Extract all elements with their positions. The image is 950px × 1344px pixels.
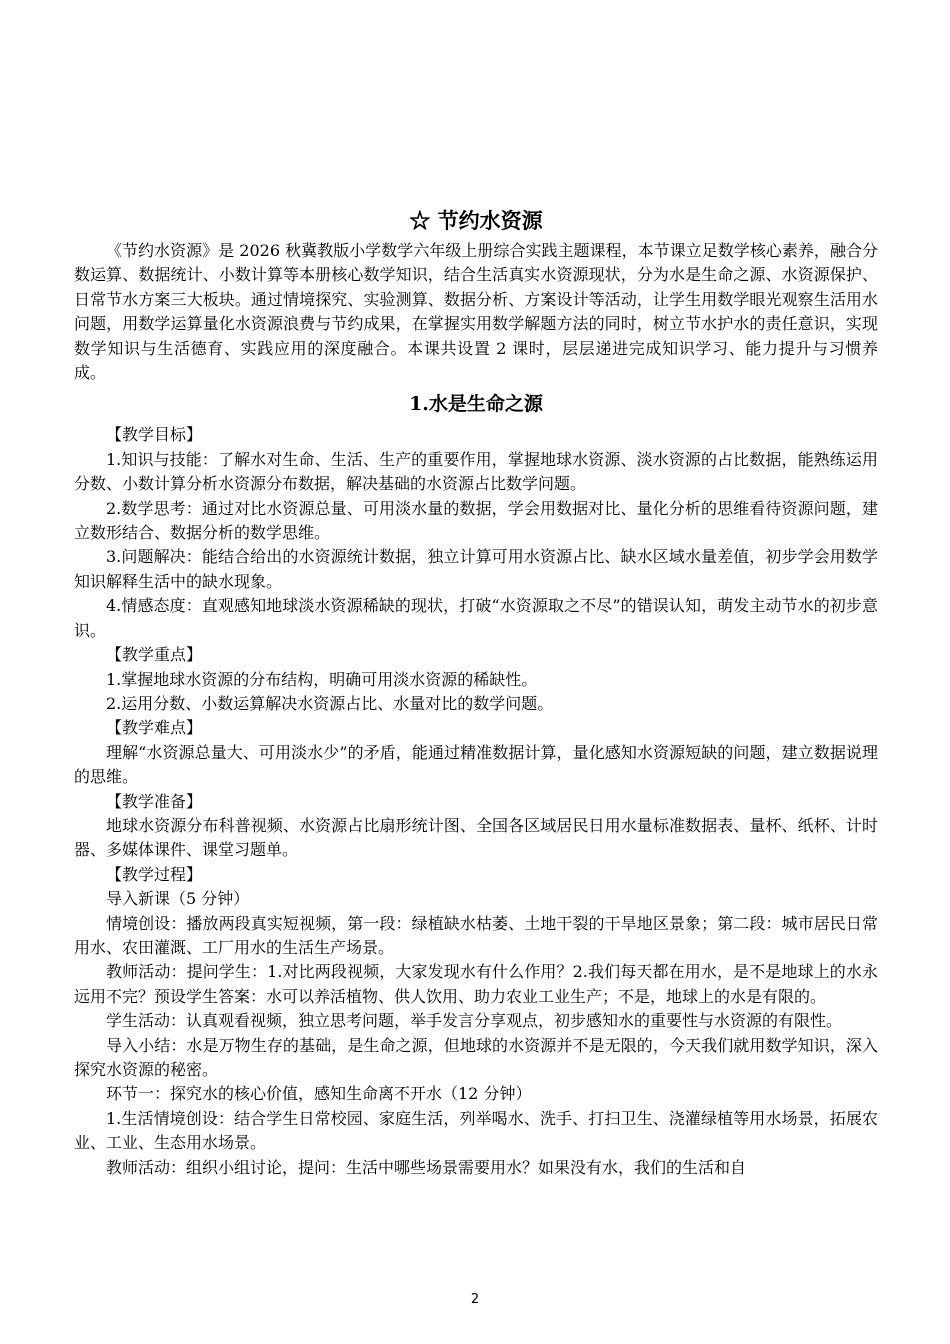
goal-problem-solving: 3.问题解决：能结合给出的水资源统计数据，独立计算可用水资源占比、缺水区域水量差值，初步学会用数学知识解释生活中的缺水现象。 bbox=[74, 547, 878, 591]
heading-teaching-difficulty: 【教学难点】 bbox=[106, 718, 203, 738]
intro-paragraph: 《节约水资源》是 2026 秋冀教版小学数学六年级上册综合实践主题课程，本节课立足数学核心素养，融合分数运算、数据统计、小数计算等本册核心数学知识，结合生活真实水资源现状，分为水是生命之源、水资源保护、日常节水方案三大板块。通过情境探究、实验测算、数据分析、方案设计等活动，让学生用数学眼光观察生活用水问题，用数学运算量化水资源浪费与节约成果，在掌握实用数学解题方法的同时，树立节水护水的责任意识，实现数学知识与生活德育、实践应用的深度融合。本课共设置 2 课时，层层递进完成知识学习、能力提升与习惯养成。 bbox=[74, 241, 878, 383]
heading-teaching-goals: 【教学目标】 bbox=[106, 425, 203, 445]
process-intro-heading: 导入新课（5 分钟） bbox=[106, 889, 250, 909]
heading-teaching-preparation: 【教学准备】 bbox=[106, 791, 203, 811]
goal-math-thinking: 2.数学思考：通过对比水资源总量、可用淡水量的数据，学会用数据对比、量化分析的思维看待资源问题，建立数形结合、数据分析的数学思维。 bbox=[74, 498, 878, 543]
process-student-activity: 学生活动：认真观看视频，独立思考问题，举手发言分享观点，初步感知水的重要性与水资源的有限性。 bbox=[106, 1011, 843, 1031]
section-title: 1.水是生命之源 bbox=[409, 393, 543, 416]
preparation-text: 地球水资源分布科普视频、水资源占比扇形统计图、全国各区域居民日用水量标准数据表、量杯、纸杯、计时器、多媒体课件、课堂习题单。 bbox=[74, 815, 878, 860]
document-page bbox=[74, 205, 878, 1180]
heading-teaching-focus: 【教学重点】 bbox=[106, 645, 203, 665]
process-intro-summary: 导入小结：水是万物生存的基础，是生命之源，但地球的水资源并不是无限的，今天我们就用数学知识，深入探究水资源的秘密。 bbox=[74, 1035, 878, 1079]
process-step1-teacher: 教师活动：组织小组讨论，提问：生活中哪些场景需要用水？如果没有水，我们的生活和自 bbox=[106, 1157, 747, 1177]
goal-emotion-attitude: 4.情感态度：直观感知地球淡水资源稀缺的现状，打破“水资源取之不尽”的错误认知，萌发主动节水的初步意识。 bbox=[74, 596, 878, 640]
process-step1-scenario: 1.生活情境创设：结合学生日常校园、家庭生活，列举喝水、洗手、打扫卫生、浇灌绿植等用水场景，拓展农业、工业、生态用水场景。 bbox=[74, 1108, 878, 1153]
document-title: ☆ 节约水资源 bbox=[409, 208, 543, 233]
process-teacher-activity: 教师活动：提问学生：1.对比两段视频，大家发现水有什么作用？2.我们每天都在用水，是不是地球上的水永远用不完？预设学生答案：水可以养活植物、供人饮用、助力农业工业生产；不是，地球上的水是有限的。 bbox=[74, 962, 878, 1006]
focus-item-2: 2.运用分数、小数运算解决水资源占比、水量对比的数学问题。 bbox=[106, 693, 554, 713]
focus-item-1: 1.掌握地球水资源的分布结构，明确可用淡水资源的稀缺性。 bbox=[106, 669, 538, 689]
page-number: 2 bbox=[470, 1292, 480, 1307]
difficulty-text: 理解“水资源总量大、可用淡水少”的矛盾，能通过精准数据计算，量化感知水资源短缺的问题，建立数据说理的思维。 bbox=[74, 742, 878, 787]
process-step1-heading: 环节一：探究水的核心价值，感知生命离不开水（12 分钟） bbox=[106, 1084, 532, 1104]
goal-knowledge-skills: 1.知识与技能：了解水对生命、生活、生产的重要作用，掌握地球水资源、淡水资源的占比数据，能熟练运用分数、小数计算分析水资源分布数据，解决基础的水资源占比数学问题。 bbox=[74, 449, 878, 494]
heading-teaching-process: 【教学过程】 bbox=[106, 864, 203, 884]
process-scenario: 情境创设：播放两段真实短视频，第一段：绿植缺水枯萎、土地干裂的干旱地区景象；第二段：城市居民日常用水、农田灌溉、工厂用水的生活生产场景。 bbox=[74, 913, 878, 957]
